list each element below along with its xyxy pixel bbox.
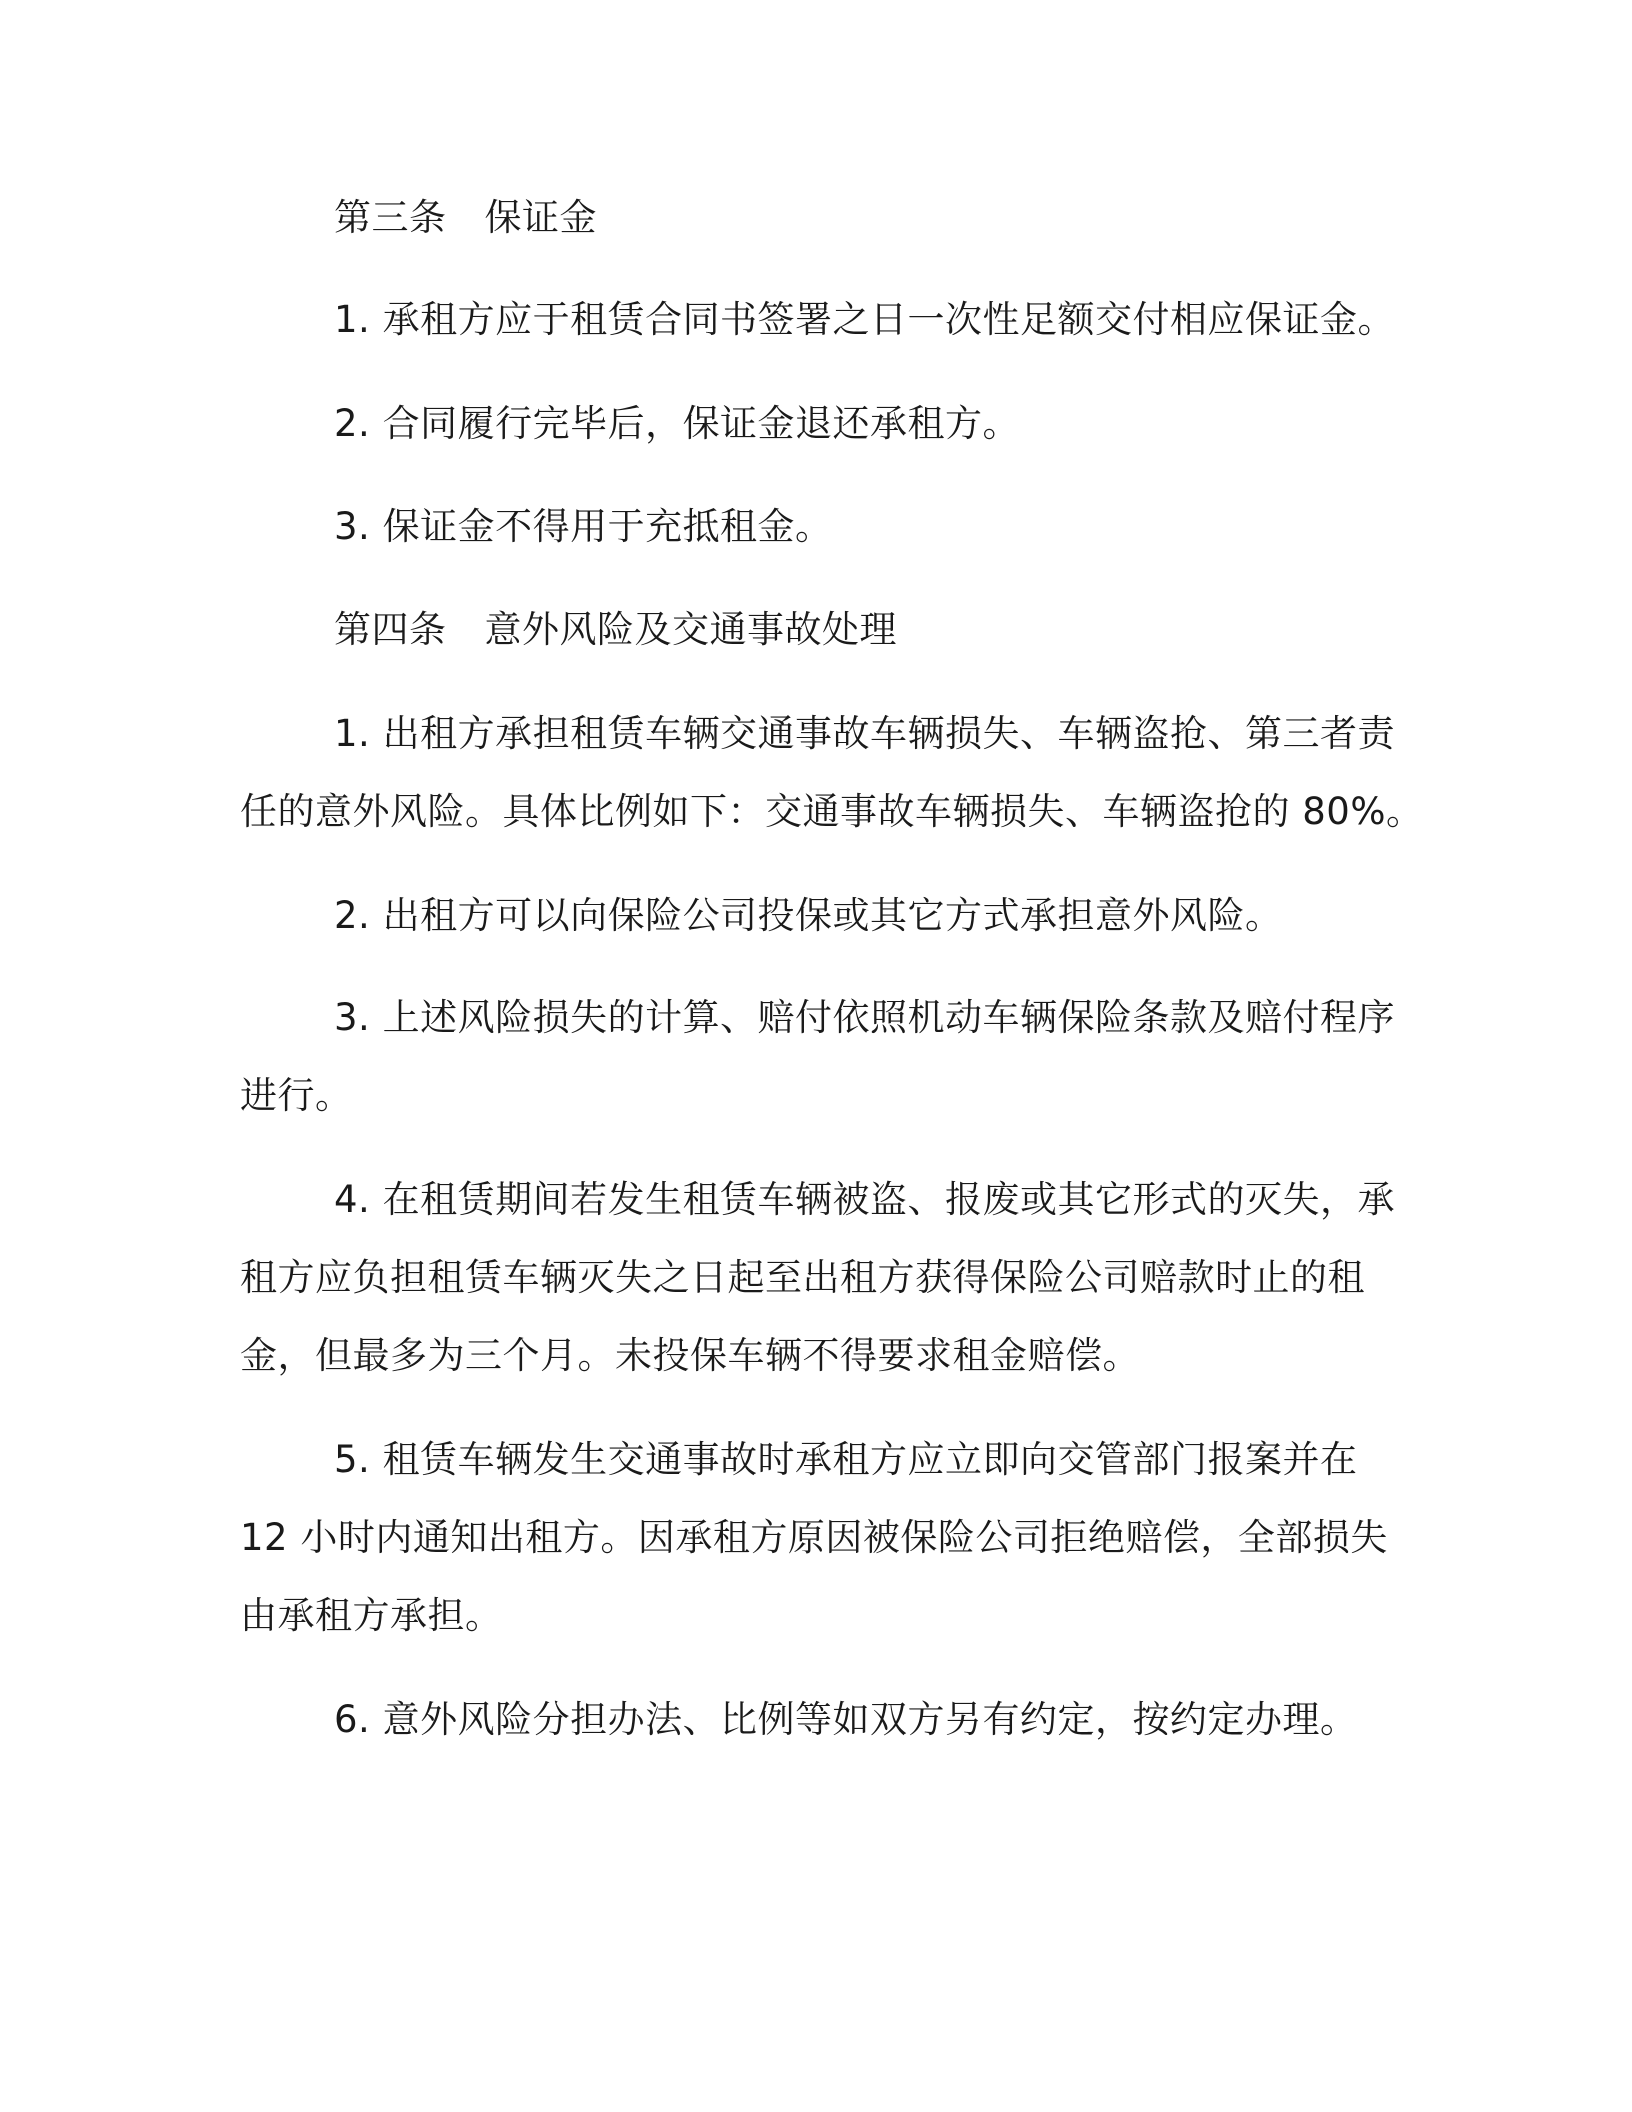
article4-item-2: 2. 出租方可以向保险公司投保或其它方式承担意外风险。: [334, 894, 1283, 937]
article4-item-1-line-2: 任的意外风险。具体比例如下：交通事故车辆损失、车辆盗抢的 80%。: [240, 790, 1424, 833]
article4-item-5-line-2: 12 小时内通知出租方。因承租方原因被保险公司拒绝赔偿，全部损失: [240, 1516, 1388, 1559]
article4-item-1-line-1: 1. 出租方承担租赁车辆交通事故车辆损失、车辆盗抢、第三者责: [334, 712, 1396, 755]
article4-item-5-line-3: 由承租方承担。: [240, 1594, 503, 1637]
article4-item-3-line-1: 3. 上述风险损失的计算、赔付依照机动车辆保险条款及赔付程序: [334, 996, 1396, 1039]
article4-subject: 意外风险及交通事故处理: [484, 608, 897, 651]
article3-heading: [334, 196, 597, 240]
article3-title: 第三条: [334, 196, 447, 239]
article4-item-4-line-2: 租方应负担租赁车辆灭失之日起至出租方获得保险公司赔款时止的租: [240, 1256, 1365, 1299]
article4-item-4-line-3: 金，但最多为三个月。未投保车辆不得要求租金赔偿。: [240, 1334, 1140, 1377]
article4-heading: [334, 608, 897, 652]
article3-item-1: 1. 承租方应于租赁合同书签署之日一次性足额交付相应保证金。: [334, 298, 1396, 341]
article3-item-3: 3. 保证金不得用于充抵租金。: [334, 505, 833, 548]
article4-title: 第四条: [334, 608, 447, 651]
article4-item-6: 6. 意外风险分担办法、比例等如双方另有约定，按约定办理。: [334, 1698, 1358, 1741]
article3-item-2: 2. 合同履行完毕后，保证金退还承租方。: [334, 402, 1021, 445]
article3-subject: 保证金: [484, 196, 597, 239]
article4-item-5-line-1: 5. 租赁车辆发生交通事故时承租方应立即向交管部门报案并在: [334, 1438, 1358, 1481]
article4-item-4-line-1: 4. 在租赁期间若发生租赁车辆被盗、报废或其它形式的灭失，承: [334, 1178, 1396, 1221]
article4-item-3-line-2: 进行。: [240, 1074, 353, 1117]
